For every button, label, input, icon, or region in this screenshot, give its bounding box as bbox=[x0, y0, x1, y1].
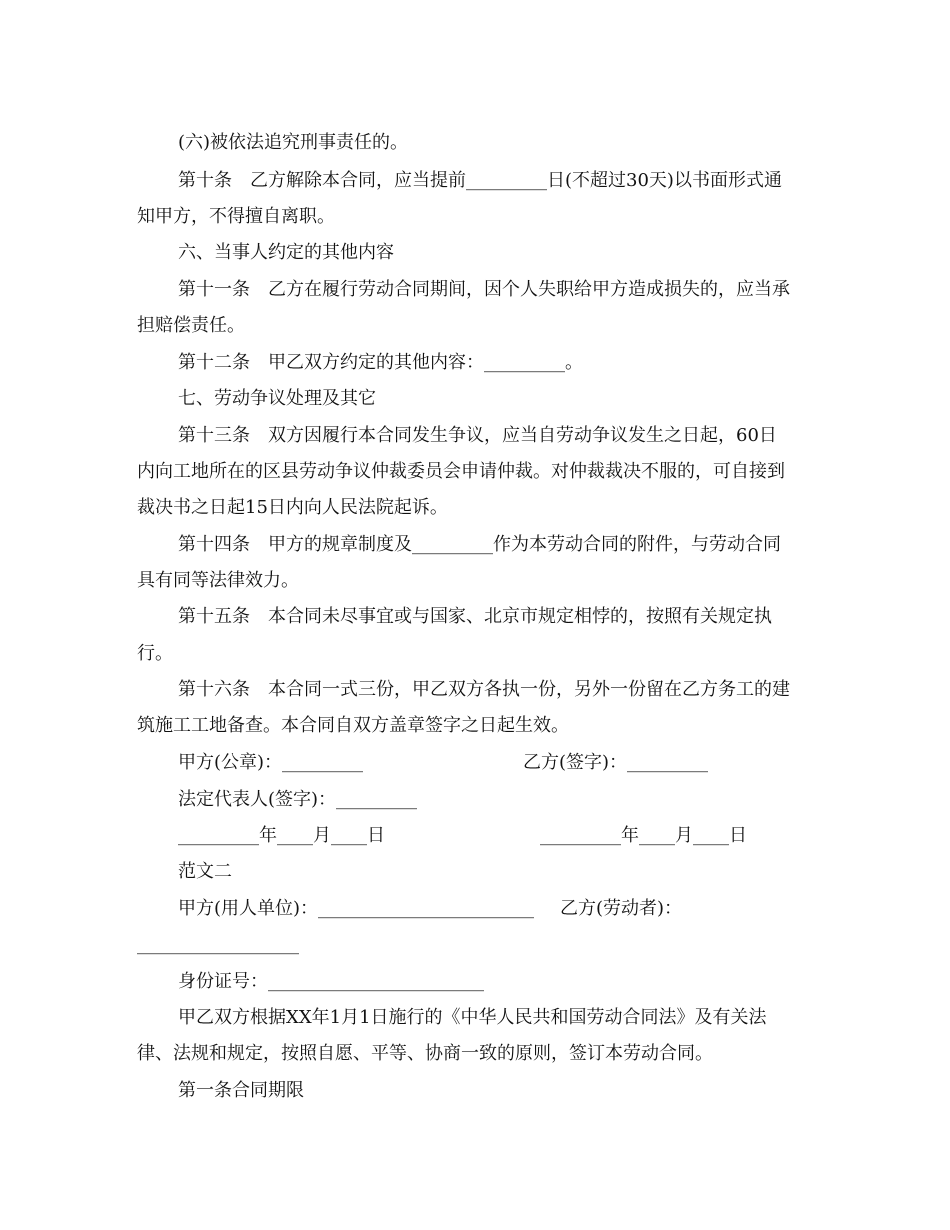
text-line: 筑施工工地备查。本合同自双方盖章签字之日起生效。 bbox=[137, 715, 569, 736]
party-b-signature-field: 乙方(签字)：_________ bbox=[523, 752, 709, 773]
clause-heading: 第一条合同期限 bbox=[178, 1080, 304, 1101]
text-line: 律、法规和规定，按照自愿、平等、协商一致的原则，签订本劳动合同。 bbox=[137, 1043, 713, 1064]
text-line: 第十三条 双方因履行本合同发生争议，应当自劳动争议发生之日起，60日 bbox=[178, 425, 777, 446]
text-line: 甲乙双方根据XX年1月1日施行的《中华人民共和国劳动合同法》及有关法 bbox=[178, 1007, 767, 1028]
party-a-date-field: _________年____月____日 bbox=[178, 825, 385, 846]
text-line: 行。 bbox=[137, 643, 173, 664]
section-heading: 六、当事人约定的其他内容 bbox=[178, 242, 394, 263]
text-line: 裁决书之日起15日内向人民法院起诉。 bbox=[137, 497, 448, 518]
text-line: 第十五条 本合同未尽事宜或与国家、北京市规定相悖的，按照有关规定执 bbox=[178, 606, 772, 627]
text-line: 第十二条 甲乙双方约定的其他内容：_________。 bbox=[178, 352, 583, 373]
text-line: 第十四条 甲方的规章制度及_________作为本劳动合同的附件，与劳动合同 bbox=[178, 534, 781, 555]
section-heading: 七、劳动争议处理及其它 bbox=[178, 388, 376, 409]
text-line: 知甲方，不得擅自离职。 bbox=[137, 206, 335, 227]
text-line: 第十一条 乙方在履行劳动合同期间，因个人失职给甲方造成损失的，应当承 bbox=[178, 279, 790, 300]
legal-representative-field: 法定代表人(签字)：_________ bbox=[178, 789, 418, 810]
text-line: 内向工地所在的区县劳动争议仲裁委员会申请仲裁。对仲裁裁决不服的，可自接到 bbox=[137, 461, 785, 482]
text-line: 担赔偿责任。 bbox=[137, 315, 245, 336]
id-number-field: 身份证号：________________________ bbox=[178, 971, 484, 992]
text-line: 具有同等法律效力。 bbox=[137, 570, 299, 591]
party-b-date-field: _________年____月____日 bbox=[540, 825, 747, 846]
worker-field-blank: __________________ bbox=[137, 934, 299, 955]
worker-field-label: 乙方(劳动者)： bbox=[560, 898, 683, 919]
text-line: 第十条 乙方解除本合同，应当提前_________日(不超过30天)以书面形式通 bbox=[178, 170, 782, 191]
party-a-seal-field: 甲方(公章)：_________ bbox=[178, 752, 364, 773]
sample-heading: 范文二 bbox=[178, 861, 232, 882]
text-line: (六)被依法追究刑事责任的。 bbox=[178, 132, 409, 153]
text-line: 第十六条 本合同一式三份，甲乙双方各执一份，另外一份留在乙方务工的建 bbox=[178, 679, 790, 700]
employer-field: 甲方(用人单位)：________________________ bbox=[178, 898, 535, 919]
